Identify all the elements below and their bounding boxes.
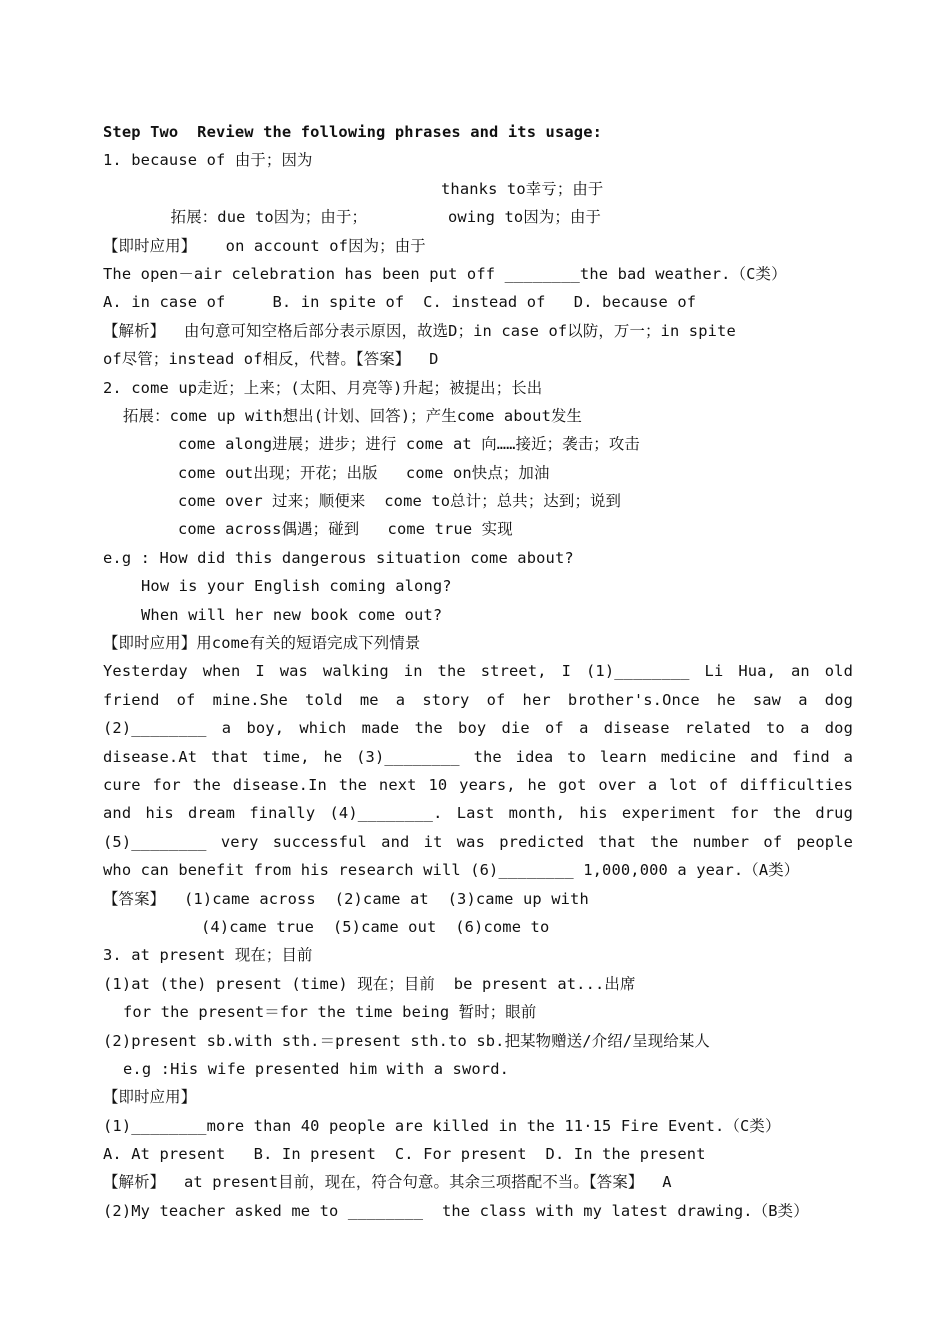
question-text: (2)My teacher asked me to ________ the class with my latest drawing.（B类） (103, 1201, 809, 1220)
extension-item: 拓展：due to因为；由于； (170, 208, 368, 227)
extension-line: 拓展：come up with想出(计划、回答)；产生come about发生 (123, 406, 583, 425)
question-text: The open－air celebration has been put off ________the bad weather.（C类） (103, 264, 787, 283)
section-heading-because-of: 1. because of 由于；因为 (103, 151, 313, 170)
analysis-text: 【解析】 由句意可知空格后部分表示原因，故选D；in case of以防，万一；in spite (103, 321, 736, 340)
usage-line: (1)at (the) present (time) 现在；目前 be present at...出席 (103, 974, 636, 993)
answer-line: (4)came true (5)came out (6)come to (201, 917, 550, 936)
section-heading-at-present: 3. at present 现在；目前 (103, 946, 313, 965)
passage-line: Yesterday when I was walking in the street, I (1)________ Li Hua, an old (103, 662, 853, 681)
practice-heading: 【即时应用】用come有关的短语完成下列情景 (103, 634, 421, 653)
extension-item: thanks to幸亏；由于 (441, 179, 604, 198)
extension-line: come out出现；开花；出版 come on快点；加油 (178, 463, 550, 482)
section-heading-come-up: 2. come up走近；上来；(太阳、月亮等)升起；被提出；长出 (103, 378, 543, 397)
answer-options: A. At present B. In present C. For present D. In the present (103, 1145, 706, 1164)
document-page (103, 118, 853, 1225)
passage-line: who can benefit from his research will (6)________ 1,000,000 a year.（A类） (103, 861, 800, 880)
example-sentence: e.g : How did this dangerous situation come about? (103, 548, 574, 567)
extension-item: owing to因为；由于 (448, 208, 602, 227)
analysis-text: 【解析】 at present目前，现在，符合句意。其余三项搭配不当。【答案】 A (103, 1173, 672, 1192)
passage-line: (5)________ very successful and it was predicted that the number of people (103, 832, 853, 851)
usage-line: (2)present sb.with sth.＝present sth.to sb.把某物赠送/介绍/呈现给某人 (103, 1031, 710, 1050)
extension-item: on account of因为；由于 (225, 236, 426, 255)
practice-heading: 【即时应用】 (103, 236, 197, 255)
extension-line: come across偶遇；碰到 come true 实现 (178, 520, 513, 539)
answer-options: A. in case of B. in spite of C. instead of D. because of (103, 293, 697, 312)
example-sentence: e.g :His wife presented him with a sword. (123, 1059, 510, 1078)
extension-line: come over 过来；顺便来 come to总计；总共；达到；说到 (178, 492, 622, 511)
practice-heading: 【即时应用】 (103, 1088, 197, 1107)
passage-line: disease.At that time, he (3)________ the idea to learn medicine and find a (103, 747, 853, 766)
step-heading: Step Two Review the following phrases and its usage: (103, 123, 603, 141)
passage-line: and his dream finally (4)________. Last month, his experiment for the drug (103, 804, 853, 823)
passage-line: (2)________ a boy, which made the boy die of a disease related to a dog (103, 719, 853, 738)
answer-line: 【答案】 (1)came across (2)came at (3)came up with (103, 889, 589, 908)
passage-line: cure for the disease.In the next 10 years, he got over a lot of difficulties (103, 775, 853, 794)
passage-line: friend of mine.She told me a story of her brother's.Once he saw a dog (103, 690, 853, 709)
usage-line: for the present＝for the time being 暂时；眼前 (123, 1003, 537, 1022)
question-text: (1)________more than 40 people are killed in the 11·15 Fire Event.（C类） (103, 1116, 781, 1135)
example-sentence: When will her new book come out? (141, 605, 443, 624)
extension-line: come along进展；进步；进行 come at 向……接近；袭击；攻击 (178, 435, 640, 454)
analysis-text: of尽管；instead of相反，代替。【答案】 D (103, 350, 439, 369)
example-sentence: How is your English coming along? (141, 577, 452, 596)
